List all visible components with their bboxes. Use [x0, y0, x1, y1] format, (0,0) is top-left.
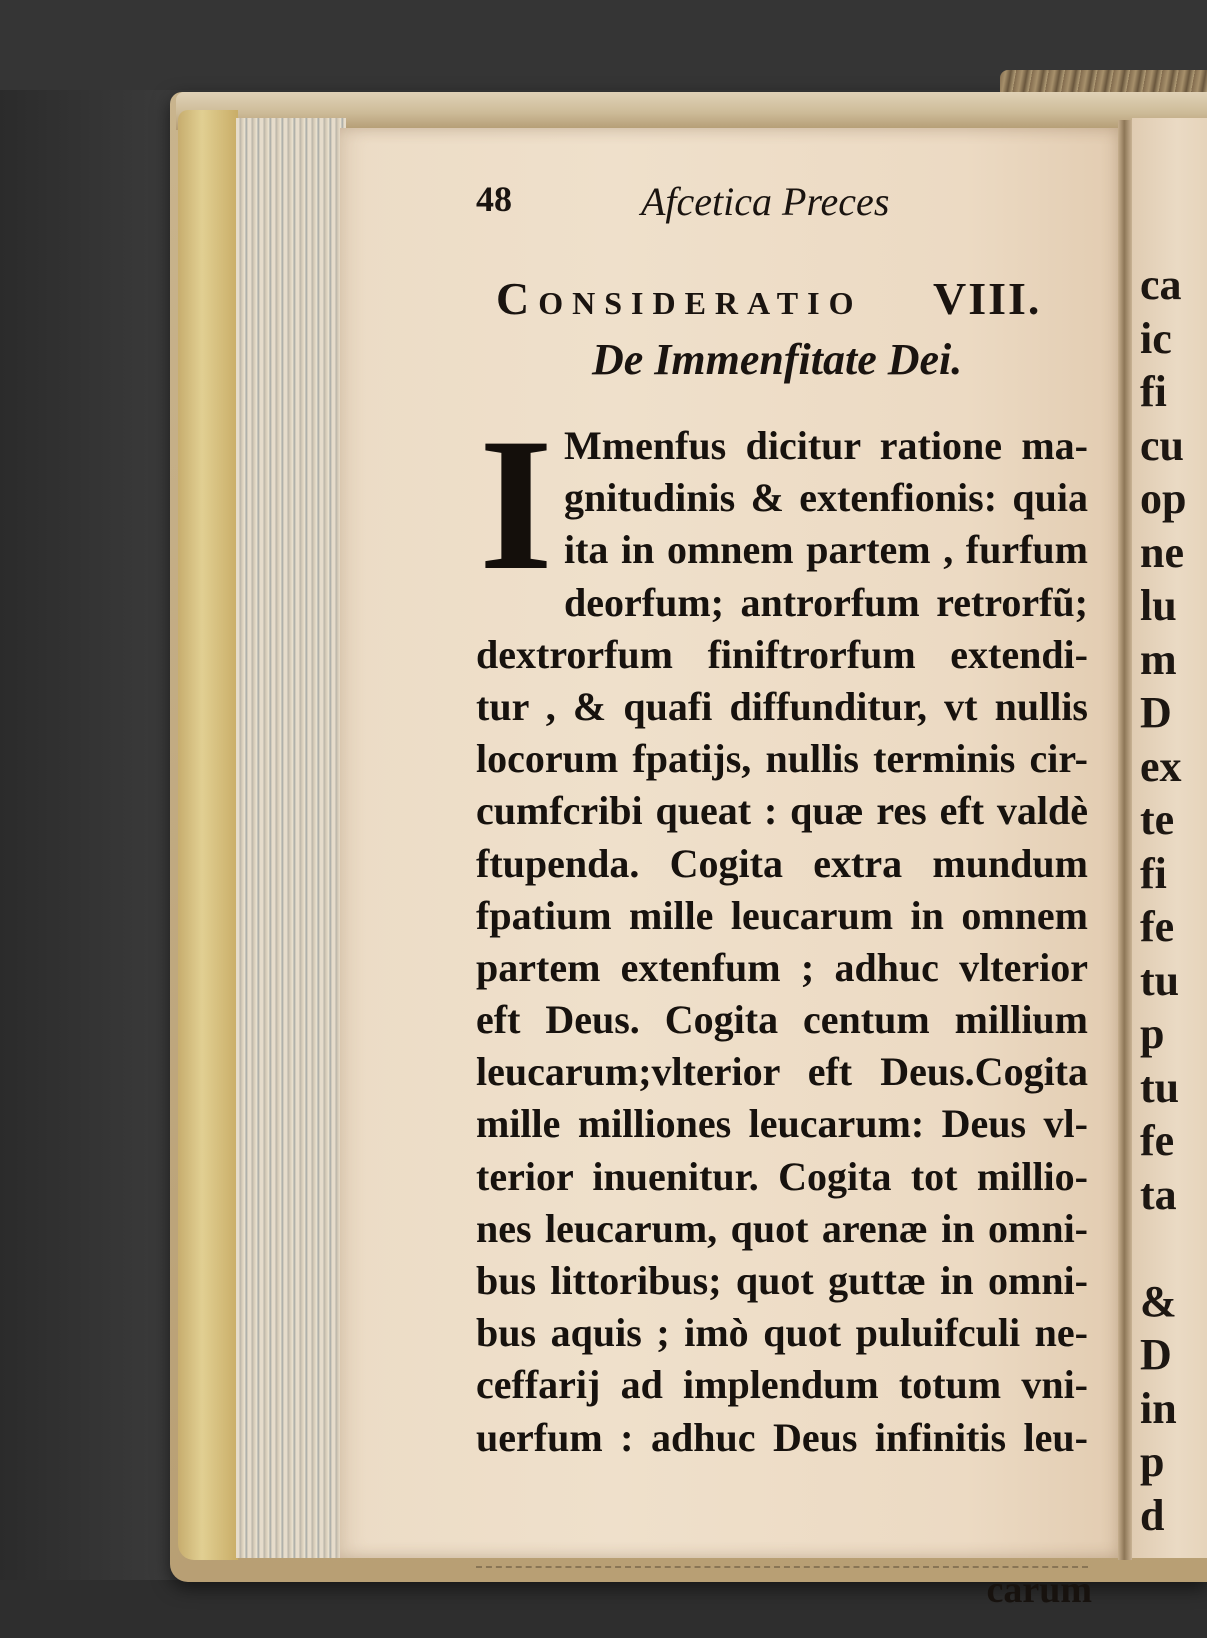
facing-line: fe: [1140, 1116, 1175, 1165]
text-line: bus aquis ; imò quot puluifculi ne-: [476, 1310, 1088, 1356]
text-line: ceffarij ad implendum totum vni-: [476, 1362, 1088, 1408]
facing-page-text: [1140, 258, 1207, 1542]
text-line: gnitudinis & extenfionis: quia: [564, 475, 1088, 521]
text-line: eft Deus. Cogita centum millium: [476, 997, 1088, 1043]
text-line: ftupenda. Cogita extra mundum: [476, 840, 1088, 886]
section-subheading: De Immenfitate Dei.: [592, 335, 963, 384]
page-number: 48: [476, 179, 512, 219]
facing-line: te: [1140, 795, 1175, 844]
facing-line: p: [1140, 1009, 1165, 1058]
text-line: locorum fpatijs, nullis terminis cir-: [476, 736, 1088, 782]
text-line: leucarum;vlterior eft Deus.Cogita: [476, 1049, 1088, 1095]
facing-line: ta: [1140, 1169, 1177, 1219]
facing-line: m: [1140, 634, 1177, 684]
facing-line: ne: [1140, 527, 1184, 577]
facing-line: tu: [1140, 955, 1180, 1005]
text-line: partem extenfum ; adhuc vlterior: [476, 944, 1088, 990]
facing-line: ex: [1140, 741, 1182, 791]
facing-line: D: [1140, 688, 1172, 737]
book-gutter: [1118, 120, 1132, 1560]
heading-title: Consideratio: [496, 273, 863, 324]
running-title: Afcetica Preces: [641, 179, 890, 224]
text-line: cumfcribi queat : quæ res eft valdè: [476, 788, 1088, 834]
text-line: fpatium mille leucarum in omnem: [476, 892, 1088, 938]
background-left: [0, 0, 170, 1638]
facing-line: ic: [1140, 313, 1172, 363]
text-line: uerfum : adhuc Deus infinitis leu-: [476, 1414, 1088, 1460]
facing-line: tu: [1140, 1062, 1180, 1112]
facing-line: D: [1140, 1330, 1172, 1379]
facing-line: [1140, 1221, 1207, 1275]
text-line: ita in omnem partem , furfum: [564, 527, 1088, 573]
book-fore-edge: [178, 110, 238, 1560]
drop-cap-initial: I: [479, 400, 553, 610]
facing-line: cu: [1140, 420, 1184, 470]
facing-line: fi: [1140, 848, 1167, 898]
facing-line: op: [1140, 474, 1187, 523]
running-head: [476, 178, 1076, 238]
catchword: carum: [986, 1569, 1092, 1611]
text-line: tur , & quafi diffunditur, vt nullis: [476, 683, 1088, 729]
facing-line: in: [1140, 1383, 1177, 1433]
text-line: bus littoribus; quot guttæ in omni-: [476, 1258, 1088, 1303]
facing-line: ca: [1140, 260, 1182, 309]
page-stack: [236, 118, 346, 1558]
text-line: mille milliones leucarum: Deus vl-: [476, 1101, 1088, 1147]
text-line: deorfum; antrorfum retrorfũ;: [564, 579, 1088, 625]
facing-line: &: [1140, 1276, 1177, 1326]
facing-line: fi: [1140, 367, 1167, 416]
facing-line: fe: [1140, 902, 1175, 951]
heading-number: VIII.: [933, 273, 1042, 324]
text-line: terior inuenitur. Cogita tot millio-: [476, 1153, 1088, 1199]
body-text: [476, 400, 1088, 1464]
facing-line: lu: [1140, 581, 1177, 630]
text-line: nes leucarum, quot arenæ in omni-: [476, 1205, 1088, 1251]
text-line: dextrorfum finiftrorfum extendi-: [476, 631, 1088, 677]
facing-line: d: [1140, 1490, 1165, 1540]
section-heading: [496, 272, 1096, 332]
text-line: Mmenfus dicitur ratione ma-: [564, 423, 1088, 468]
facing-line: p: [1140, 1437, 1165, 1486]
